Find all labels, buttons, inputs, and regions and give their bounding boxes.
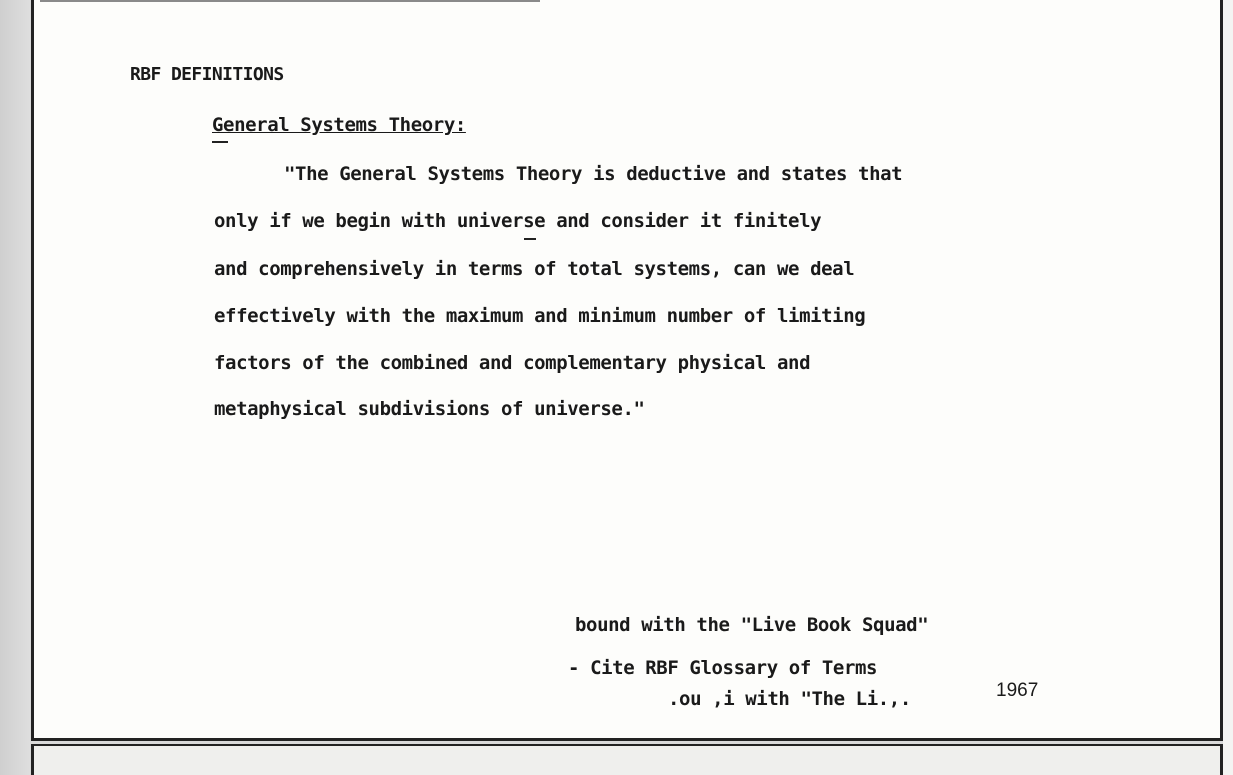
underline-mark <box>524 238 536 240</box>
definition-line: factors of the combined and complementary physical and <box>214 352 811 374</box>
definition-line: only if we begin with universe and consider it finitely <box>214 210 822 232</box>
definition-line: "The General Systems Theory is deductive and states that <box>284 163 903 185</box>
year-label: 1967 <box>996 680 1039 701</box>
next-card-edge <box>31 744 1223 775</box>
scan-margin-left <box>0 0 30 775</box>
definition-line: effectively with the maximum and minimum number of limiting <box>214 305 866 327</box>
scan-margin-right <box>1223 0 1233 775</box>
definition-line: metaphysical subdivisions of universe." <box>214 398 645 420</box>
attribution-faded: .ou ,i with "The Li.,. <box>668 688 911 710</box>
term-heading: General Systems Theory: <box>212 114 466 136</box>
attribution-cite: - Cite RBF Glossary of Terms <box>568 657 878 679</box>
definition-line: and comprehensively in terms of total systems, can we deal <box>214 258 855 280</box>
underline-mark <box>212 141 228 143</box>
card-top-edge <box>40 0 540 2</box>
attribution-bound: bound with the "Live Book Squad" <box>575 614 929 636</box>
page-title: RBF DEFINITIONS <box>130 64 284 85</box>
